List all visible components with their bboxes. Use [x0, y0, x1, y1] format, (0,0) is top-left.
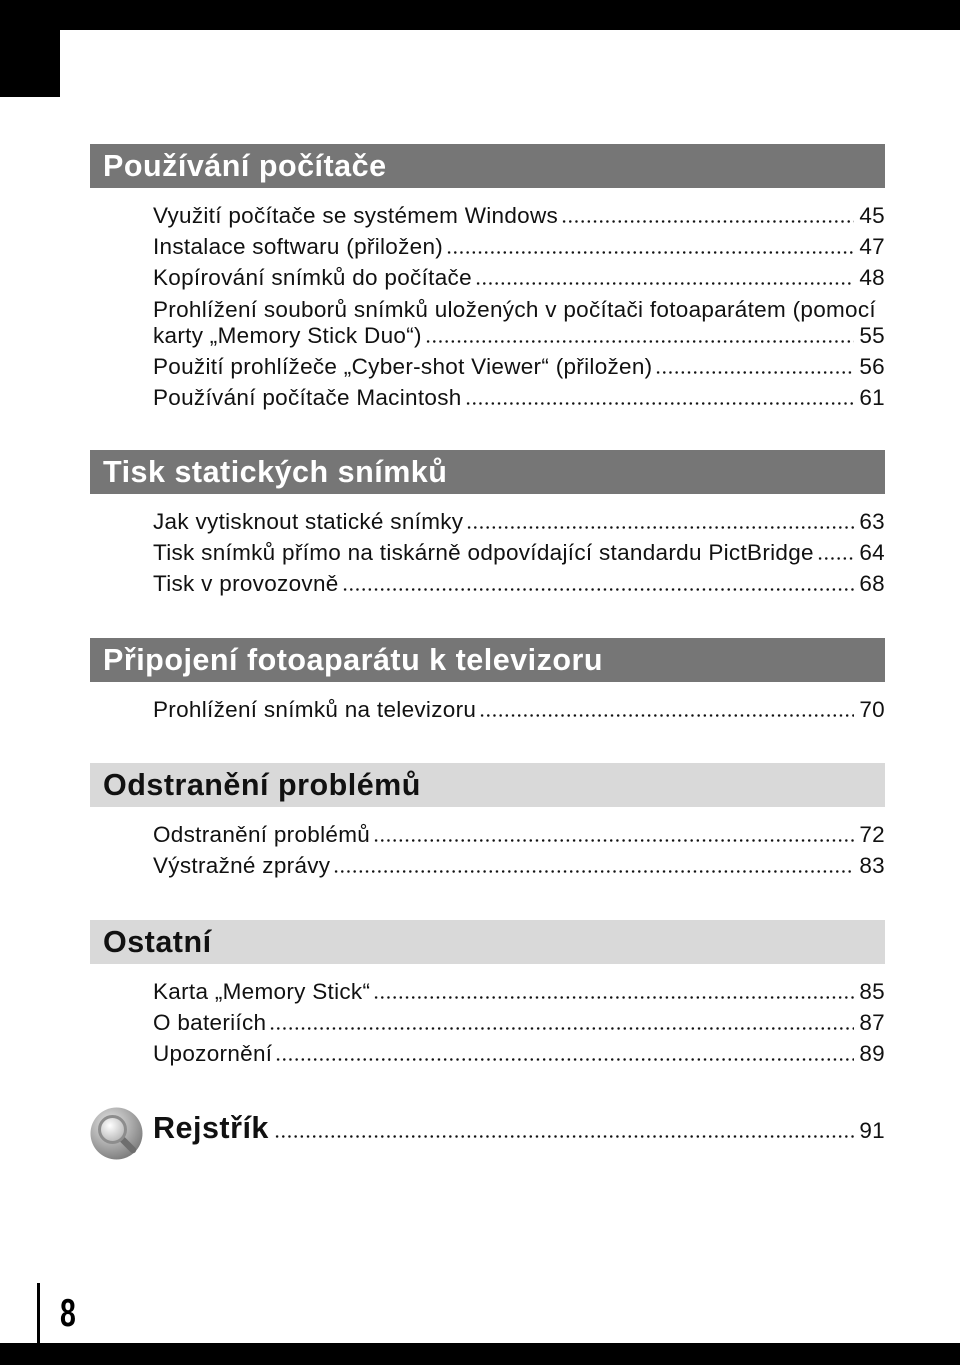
toc-entry[interactable]: [153, 203, 885, 229]
toc-entry-title: O bateriích: [153, 1010, 267, 1036]
toc-entry-title: Prohlížení snímků na televizoru: [153, 697, 477, 722]
toc-entry-page: 70: [859, 697, 885, 722]
index-title: Rejstřík: [153, 1111, 269, 1145]
section-header: [90, 450, 885, 494]
dot-leader: [373, 839, 854, 842]
top-black-bar: [0, 0, 960, 30]
toc-entry[interactable]: [153, 853, 885, 879]
section-title: Odstranění problémů: [103, 768, 421, 802]
toc-section-other: [90, 920, 885, 1067]
toc-entry[interactable]: [153, 1010, 885, 1036]
dot-leader: [342, 588, 855, 591]
entry-list: [153, 682, 885, 723]
toc-entry-title: Odstranění problémů: [153, 822, 371, 847]
dot-leader: [373, 996, 854, 999]
bottom-black-bar: [0, 1343, 960, 1365]
toc-entry[interactable]: [153, 234, 885, 260]
toc-entry[interactable]: [153, 1041, 885, 1067]
toc-entry-page: 56: [859, 353, 885, 379]
dot-leader: [479, 714, 854, 717]
entry-list: [153, 964, 885, 1067]
magnifier-lens: [100, 1117, 126, 1143]
page-edge-rule: [37, 1283, 40, 1343]
dot-leader: [466, 526, 854, 529]
dot-leader: [475, 282, 854, 285]
section-title: Připojení fotoaparátu k televizoru: [103, 643, 603, 677]
toc-entry-page: 63: [859, 509, 885, 534]
toc-section-computer: [90, 144, 885, 411]
dot-leader: [333, 870, 854, 873]
toc-entry-page: 55: [859, 322, 885, 348]
toc-entry-title: Použití prohlížeče „Cyber-shot Viewer“ (přiložen): [153, 353, 653, 379]
toc-entry-title: Karta „Memory Stick“: [153, 979, 371, 1004]
toc-entry-title: Kopírování snímků do počítače: [153, 265, 472, 291]
toc-section-troubleshooting: [90, 763, 885, 879]
toc-entry-title: Výstražné zprávy: [153, 853, 331, 879]
toc-entry[interactable]: [153, 979, 885, 1005]
dot-leader: [269, 1027, 854, 1030]
toc-entry-page: 85: [859, 979, 885, 1004]
toc-entry-page: 68: [859, 571, 885, 597]
toc-entry[interactable]: [153, 354, 885, 380]
section-header: [90, 763, 885, 807]
corner-black-tab: [0, 0, 60, 97]
toc-entry-title: Jak vytisknout statické snímky: [153, 509, 464, 534]
magnifier-icon: [90, 1107, 143, 1160]
toc-entry-page: 48: [859, 265, 885, 291]
entry-list: [153, 494, 885, 597]
toc-entry-title: Používání počítače Macintosh: [153, 384, 462, 410]
entry-list: [153, 188, 885, 411]
toc-entry-title-line: Prohlížení souborů snímků uložených v počítači fotoaparátem (pomocí: [153, 296, 876, 322]
toc-entry-title-line: karty „Memory Stick Duo“): [153, 322, 422, 348]
toc-entry[interactable]: [153, 265, 885, 291]
dot-leader: [446, 251, 854, 254]
dot-leader: [561, 220, 854, 223]
toc-entry-page: 83: [859, 853, 885, 879]
toc-entry-title: Tisk v provozovně: [153, 571, 339, 597]
toc-entry[interactable]: [153, 822, 885, 848]
toc-entry-page: 47: [859, 234, 885, 260]
dot-leader: [817, 557, 854, 560]
toc-entry[interactable]: [153, 540, 885, 566]
toc-entry-title: Využití počítače se systémem Windows: [153, 203, 559, 228]
toc-entry-title: Tisk snímků přímo na tiskárně odpovídající standardu PictBridge: [153, 540, 814, 566]
entry-list: [153, 807, 885, 879]
toc-entry-title: Instalace softwaru (přiložen): [153, 234, 444, 260]
toc-entry-last-line: [153, 323, 885, 349]
section-title: Ostatní: [103, 925, 212, 959]
section-header: [90, 144, 885, 188]
toc-section-printing: [90, 450, 885, 597]
page-number: 8: [60, 1292, 76, 1335]
toc-entry-page: 89: [859, 1041, 885, 1067]
toc-entry-page: 64: [859, 540, 885, 566]
dot-leader: [465, 402, 855, 405]
toc-entry[interactable]: [153, 509, 885, 535]
toc-entry[interactable]: [153, 385, 885, 411]
toc-entry-page: 72: [859, 822, 885, 847]
section-title: Tisk statických snímků: [103, 455, 448, 489]
dot-leader: [425, 340, 855, 343]
index-row: [153, 1108, 885, 1148]
section-title: Používání počítače: [103, 149, 387, 183]
dot-leader: [274, 1135, 854, 1138]
toc-index-entry[interactable]: [90, 1107, 885, 1161]
dot-leader: [655, 371, 854, 374]
toc-entry-title: Upozornění: [153, 1041, 273, 1067]
toc-entry[interactable]: [153, 697, 885, 723]
index-page: 91: [859, 1118, 885, 1143]
toc-entry[interactable]: [153, 297, 885, 349]
toc-entry[interactable]: [153, 571, 885, 597]
section-header: [90, 920, 885, 964]
toc-entry-page: 87: [859, 1010, 885, 1036]
toc-entry-page: 61: [859, 384, 885, 410]
toc-section-tv: [90, 638, 885, 723]
toc-entry-page: 45: [859, 203, 885, 228]
section-header: [90, 638, 885, 682]
dot-leader: [275, 1058, 854, 1061]
